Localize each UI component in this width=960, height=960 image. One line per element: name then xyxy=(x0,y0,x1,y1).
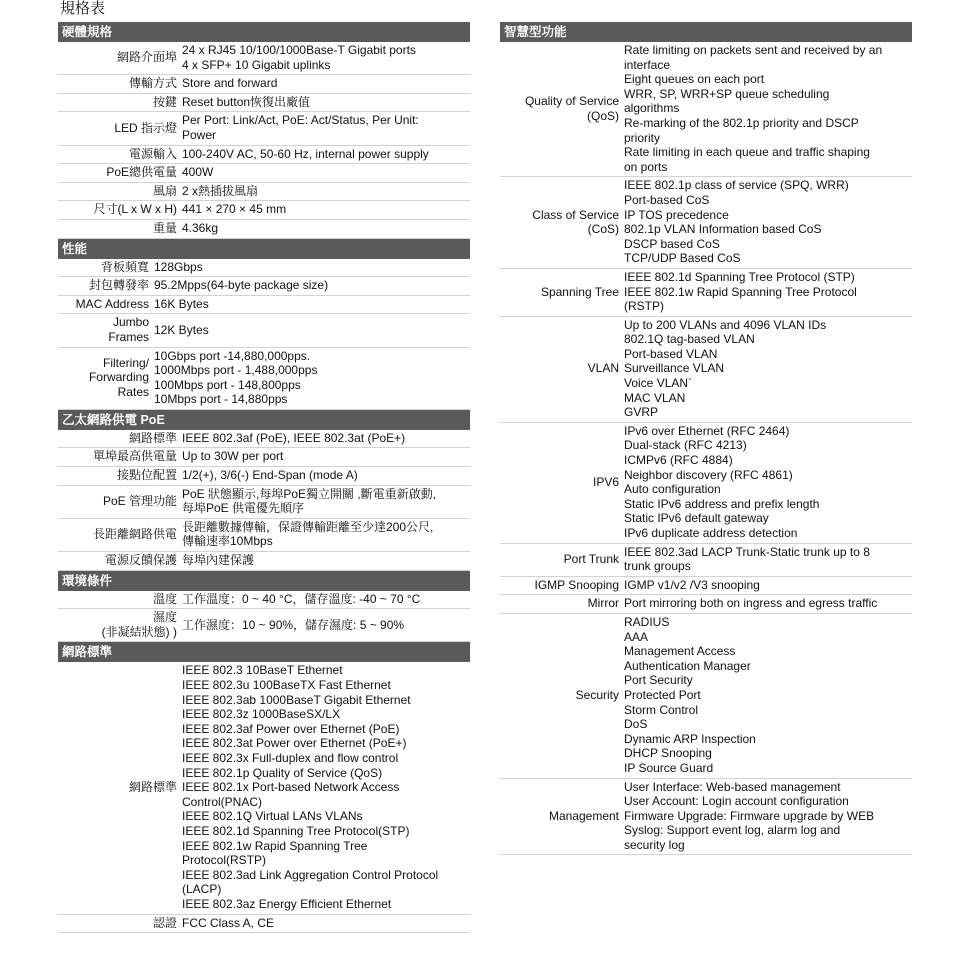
spec-value xyxy=(180,219,470,238)
spec-value-line: on ports xyxy=(624,159,668,174)
spec-label: 網路標準 xyxy=(58,430,180,448)
spec-label: LED 指示燈 xyxy=(58,112,180,145)
spec-value xyxy=(180,75,470,94)
spec-row xyxy=(58,295,470,314)
spec-value-line: 4.36kg xyxy=(182,220,219,235)
spec-row xyxy=(500,42,912,177)
spec-value xyxy=(180,662,470,914)
spec-row xyxy=(58,552,470,571)
spec-value-line: Protected Port xyxy=(624,687,701,702)
spec-value-line: Control(PNAC) xyxy=(182,794,263,809)
spec-value xyxy=(180,467,470,486)
left-column xyxy=(58,22,470,933)
spec-row xyxy=(500,543,912,576)
spec-value-line: User Interface: Web-based management xyxy=(624,779,841,794)
spec-label: VLAN xyxy=(500,316,622,422)
spec-row xyxy=(58,591,470,609)
spec-value-line: interface xyxy=(624,57,671,72)
spec-value-line: IEEE 802.1d Spanning Tree Protocol (STP) xyxy=(624,269,855,284)
spec-value-line: RADIUS xyxy=(624,614,670,629)
spec-row xyxy=(58,42,470,75)
spec-value-line: IEEE 802.1p Quality of Service (QoS) xyxy=(182,765,383,780)
spec-label: 重量 xyxy=(58,219,180,238)
spec-row xyxy=(500,177,912,269)
spec-row xyxy=(58,164,470,183)
spec-value xyxy=(622,613,912,778)
spec-value-line: priority xyxy=(624,130,661,145)
spec-row xyxy=(58,259,470,277)
spec-row xyxy=(58,914,470,933)
spec-value-line: Up to 200 VLANs and 4096 VLAN IDs xyxy=(624,317,827,332)
spec-value-line: Neighbor discovery (RFC 4861) xyxy=(624,467,793,482)
spec-value-line: Dynamic ARP Inspection xyxy=(624,731,756,746)
spec-value-line: 24 x RJ45 10/100/1000Base-T Gigabit ports xyxy=(182,43,416,57)
spec-value-line: IEEE 802.3x Full-duplex and flow control xyxy=(182,750,399,765)
spec-value xyxy=(180,42,470,75)
spec-table xyxy=(58,591,470,643)
spec-value-line: 10Mbps port - 14,880pps xyxy=(154,392,288,407)
spec-row xyxy=(58,219,470,238)
spec-value-line: Power xyxy=(182,127,217,142)
spec-value xyxy=(180,112,470,145)
spec-value xyxy=(180,164,470,183)
spec-value-line: Authentication Manager xyxy=(624,658,751,673)
spec-value xyxy=(622,268,912,316)
spec-value-line: 12K Bytes xyxy=(154,322,209,337)
spec-value xyxy=(180,591,470,609)
spec-value-line: Port-based VLAN xyxy=(624,346,718,361)
spec-value-line: 128Gbps xyxy=(154,259,203,274)
spec-label: IGMP Snooping xyxy=(500,576,622,595)
spec-value-line: Auto configuration xyxy=(624,482,721,497)
spec-row xyxy=(58,277,470,296)
spec-value-line: DSCP based CoS xyxy=(624,236,720,251)
spec-value-line: IEEE 802.3af (PoE), IEEE 802.3at (PoE+) xyxy=(182,430,406,445)
spec-value-line: IEEE 802.3z 1000BaseSX/LX xyxy=(182,707,341,722)
spec-value xyxy=(180,430,470,448)
spec-row xyxy=(58,93,470,112)
spec-value-line: AAA xyxy=(624,629,649,644)
spec-row xyxy=(58,662,470,914)
spec-value-line: IEEE 802.3 10BaseT Ethernet xyxy=(182,663,343,678)
spec-row xyxy=(58,485,470,518)
spec-value-line: IEEE 802.1d Spanning Tree Protocol(STP) xyxy=(182,823,410,838)
spec-value-line: Rate limiting in each queue and traffic shaping xyxy=(624,145,870,160)
spec-value-line: IEEE 802.1p class of service (SPQ, WRR) xyxy=(624,178,849,193)
spec-value-line: Syslog: Support event log, alarm log and xyxy=(624,823,841,838)
spec-label: 認證 xyxy=(58,914,180,933)
spec-value-line: IPv6 over Ethernet (RFC 2464) xyxy=(624,423,790,438)
spec-value-line: 4 x SFP+ 10 Gigabit uplinks xyxy=(182,57,331,72)
spec-label: 傳輸方式 xyxy=(58,75,180,94)
spec-label: 電源反饋保護 xyxy=(58,552,180,571)
spec-value-line: Rate limiting on packets sent and received by an xyxy=(624,43,883,57)
section-header: 乙太網路供電 PoE xyxy=(58,410,470,430)
spec-row xyxy=(58,518,470,551)
page-title: 規格表 xyxy=(60,0,106,17)
spec-value xyxy=(622,595,912,614)
spec-label: Class of Service (CoS) xyxy=(500,177,622,269)
spec-value-line: IEEE 802.1x Port-based Network Access xyxy=(182,780,400,795)
spec-value xyxy=(622,316,912,422)
spec-value-line: Static IPv6 address and prefix length xyxy=(624,496,820,511)
spec-value-line: trunk groups xyxy=(624,559,691,574)
spec-label: 網路介面埠 xyxy=(58,42,180,75)
spec-label: PoE 管理功能 xyxy=(58,485,180,518)
spec-value xyxy=(622,778,912,855)
spec-value-line: Reset button恢復出廠值 xyxy=(182,94,311,109)
spec-value-line: DHCP Snooping xyxy=(624,746,712,761)
section-header: 硬體規格 xyxy=(58,22,470,42)
spec-label: Jumbo Frames xyxy=(58,314,152,347)
spec-label: 按鍵 xyxy=(58,93,180,112)
spec-value-line: User Account: Login account configuration xyxy=(624,794,849,809)
spec-label: MAC Address xyxy=(58,295,152,314)
spec-table xyxy=(58,259,470,410)
spec-value-line: 16K Bytes xyxy=(154,296,209,311)
spec-value-line: 100-240V AC, 50-60 Hz, internal power supply xyxy=(182,146,429,161)
spec-label: PoE總供電量 xyxy=(58,164,180,183)
spec-row xyxy=(58,112,470,145)
spec-value-line: Per Port: Link/Act, PoE: Act/Status, Per Unit: xyxy=(182,113,419,128)
spec-value xyxy=(152,259,470,277)
spec-row xyxy=(58,609,470,642)
spec-value xyxy=(180,182,470,201)
spec-value-line: IEEE 802.3ad Link Aggregation Control Protocol xyxy=(182,867,439,882)
spec-row xyxy=(58,201,470,220)
spec-value xyxy=(622,422,912,543)
spec-value-line: Management Access xyxy=(624,644,736,659)
spec-value-line: FCC Class A, CE xyxy=(182,915,275,930)
spec-label: 接點位配置 xyxy=(58,467,180,486)
spec-label: 網路標準 xyxy=(58,662,180,914)
spec-label: 背板頻寬 xyxy=(58,259,152,277)
spec-value-line: IEEE 802.1Q Virtual LANs VLANs xyxy=(182,809,363,824)
spec-value xyxy=(622,543,912,576)
spec-label: 單埠最高供電量 xyxy=(58,448,180,467)
spec-value-line: IEEE 802.3u 100BaseTX Fast Ethernet xyxy=(182,678,391,692)
spec-value-line: IGMP v1/v2 /V3 snooping xyxy=(624,577,760,592)
spec-label: 尺寸(L x W x H) xyxy=(58,201,180,220)
spec-value-line: 100Mbps port - 148,800pps xyxy=(154,377,301,392)
spec-value-line: Port Security xyxy=(624,673,693,688)
spec-value-line: 802.1Q tag-based VLAN xyxy=(624,332,755,347)
spec-value-line: Firmware Upgrade: Firmware upgrade by WEB xyxy=(624,808,875,823)
spec-value-line: Up to 30W per port xyxy=(182,449,284,464)
spec-value-line: Voice VLAN` xyxy=(624,376,693,391)
spec-value xyxy=(622,42,912,177)
spec-row xyxy=(500,613,912,778)
spec-value-line: IP TOS precedence xyxy=(624,207,729,222)
spec-value xyxy=(152,314,470,347)
spec-table xyxy=(58,662,470,933)
spec-value xyxy=(180,145,470,164)
spec-label: Mirror xyxy=(500,595,622,614)
spec-value-line: 1000Mbps port - 1,488,000pps xyxy=(154,363,318,378)
spec-value xyxy=(180,448,470,467)
spec-label: 電源輸入 xyxy=(58,145,180,164)
spec-value xyxy=(180,914,470,933)
spec-value-line: IEEE 802.3af Power over Ethernet (PoE) xyxy=(182,721,400,736)
spec-value-line: 441 × 270 × 45 mm xyxy=(182,202,287,217)
spec-value-line: Storm Control xyxy=(624,702,699,717)
spec-label: Quality of Service (QoS) xyxy=(500,42,622,177)
spec-value-line: IEEE 802.3ad LACP Trunk-Static trunk up to 8 xyxy=(624,544,870,559)
spec-label: IPV6 xyxy=(500,422,622,543)
spec-row xyxy=(58,145,470,164)
spec-value-line: 每埠PoE 供電優先順序 xyxy=(182,501,305,516)
spec-value-line: IEEE 802.3ab 1000BaseT Gigabit Ethernet xyxy=(182,692,411,707)
spec-row xyxy=(500,316,912,422)
spec-value xyxy=(152,347,470,409)
spec-value-line: 每埠內建保護 xyxy=(182,553,255,568)
spec-value xyxy=(622,576,912,595)
spec-row xyxy=(58,430,470,448)
spec-value-line: (LACP) xyxy=(182,882,222,897)
spec-value-line: Dual-stack (RFC 4213) xyxy=(624,438,747,453)
spec-table xyxy=(58,42,470,239)
spec-value-line: security log xyxy=(624,837,685,852)
spec-value xyxy=(180,93,470,112)
spec-row xyxy=(500,595,912,614)
spec-value-line: 802.1p VLAN Information based CoS xyxy=(624,222,822,237)
spec-label: Filtering/ Forwarding Rates xyxy=(58,347,152,409)
spec-label: 長距離網路供電 xyxy=(58,518,180,551)
section-header: 環境條件 xyxy=(58,571,470,591)
spec-value xyxy=(152,295,470,314)
spec-value-line: IEEE 802.1w Rapid Spanning Tree Protocol xyxy=(624,284,857,299)
spec-value-line: 2 x熱插拔風扇 xyxy=(182,183,259,198)
spec-value-line: 長距離數據傳輸，保證傳輸距離至少達200公尺, xyxy=(182,519,434,534)
spec-value-line: PoE 狀態顯示,每埠PoE獨立開關 ,斷電重新啟動, xyxy=(182,486,437,501)
spec-value-line: 400W xyxy=(182,165,214,180)
spec-value-line: Store and forward xyxy=(182,76,278,91)
spec-table xyxy=(500,42,912,855)
spec-value-line: WRR, SP, WRR+SP queue scheduling xyxy=(624,86,830,101)
section-header: 網路標準 xyxy=(58,642,470,662)
spec-value-line: GVRP xyxy=(624,405,659,420)
spec-label: Spanning Tree xyxy=(500,268,622,316)
spec-value-line: 工作濕度：10 ~ 90%，儲存濕度: 5 ~ 90% xyxy=(182,617,405,632)
spec-value-line: ICMPv6 (RFC 4884) xyxy=(624,453,733,468)
spec-row xyxy=(58,448,470,467)
spec-value-line: 傳輸速率10Mbps xyxy=(182,534,273,549)
spec-row xyxy=(500,268,912,316)
spec-value xyxy=(180,485,470,518)
right-column xyxy=(500,22,912,855)
spec-value-line: IPv6 duplicate address detection xyxy=(624,526,798,540)
spec-row xyxy=(500,778,912,855)
spec-value-line: algorithms xyxy=(624,101,680,116)
spec-value-line: (RSTP) xyxy=(624,299,664,314)
spec-row xyxy=(58,347,470,409)
spec-value-line: DoS xyxy=(624,717,648,732)
spec-value-line: Port mirroring both on ingress and egress traffic xyxy=(624,596,878,611)
spec-value-line: 10Gbps port -14,880,000pps. xyxy=(154,348,311,363)
spec-value xyxy=(180,609,470,642)
spec-value-line: IEEE 802.3az Energy Efficient Ethernet xyxy=(182,896,392,911)
spec-row xyxy=(500,422,912,543)
spec-value xyxy=(180,201,470,220)
spec-value xyxy=(180,552,470,571)
section-header: 性能 xyxy=(58,239,470,259)
spec-value-line: Surveillance VLAN xyxy=(624,361,725,376)
spec-value-line: Protocol(RSTP) xyxy=(182,853,267,868)
spec-label: 封包轉發率 xyxy=(58,277,152,296)
spec-value xyxy=(622,177,912,269)
spec-row xyxy=(500,576,912,595)
spec-value-line: IEEE 802.3at Power over Ethernet (PoE+) xyxy=(182,736,407,751)
spec-label: 濕度 (非凝結狀態) ) xyxy=(58,609,180,642)
spec-value-line: MAC VLAN xyxy=(624,390,686,405)
spec-value xyxy=(152,277,470,296)
spec-value-line: Eight queues on each port xyxy=(624,72,765,87)
spec-value-line: IEEE 802.1w Rapid Spanning Tree xyxy=(182,838,368,853)
spec-row xyxy=(58,314,470,347)
spec-table xyxy=(58,430,470,571)
spec-row xyxy=(58,75,470,94)
spec-label: 風扇 xyxy=(58,182,180,201)
spec-label: Security xyxy=(500,613,622,778)
spec-value-line: Static IPv6 default gateway xyxy=(624,511,769,526)
spec-row xyxy=(58,182,470,201)
spec-label: 溫度 xyxy=(58,591,180,609)
spec-value-line: Port-based CoS xyxy=(624,192,710,207)
spec-value-line: 95.2Mpps(64-byte package size) xyxy=(154,278,329,293)
spec-value-line: Re-marking of the 802.1p priority and DSCP xyxy=(624,115,859,130)
spec-value xyxy=(180,518,470,551)
spec-value-line: IP Source Guard xyxy=(624,760,714,775)
spec-value-line: 工作溫度：0 ~ 40 °C，儲存溫度: -40 ~ 70 °C xyxy=(182,591,421,606)
spec-value-line: TCP/UDP Based CoS xyxy=(624,251,741,266)
spec-label: Management xyxy=(500,778,622,855)
section-header: 智慧型功能 xyxy=(500,22,912,42)
spec-label: Port Trunk xyxy=(500,543,622,576)
spec-row xyxy=(58,467,470,486)
spec-value-line: 1/2(+), 3/6(-) End-Span (mode A) xyxy=(182,468,358,483)
